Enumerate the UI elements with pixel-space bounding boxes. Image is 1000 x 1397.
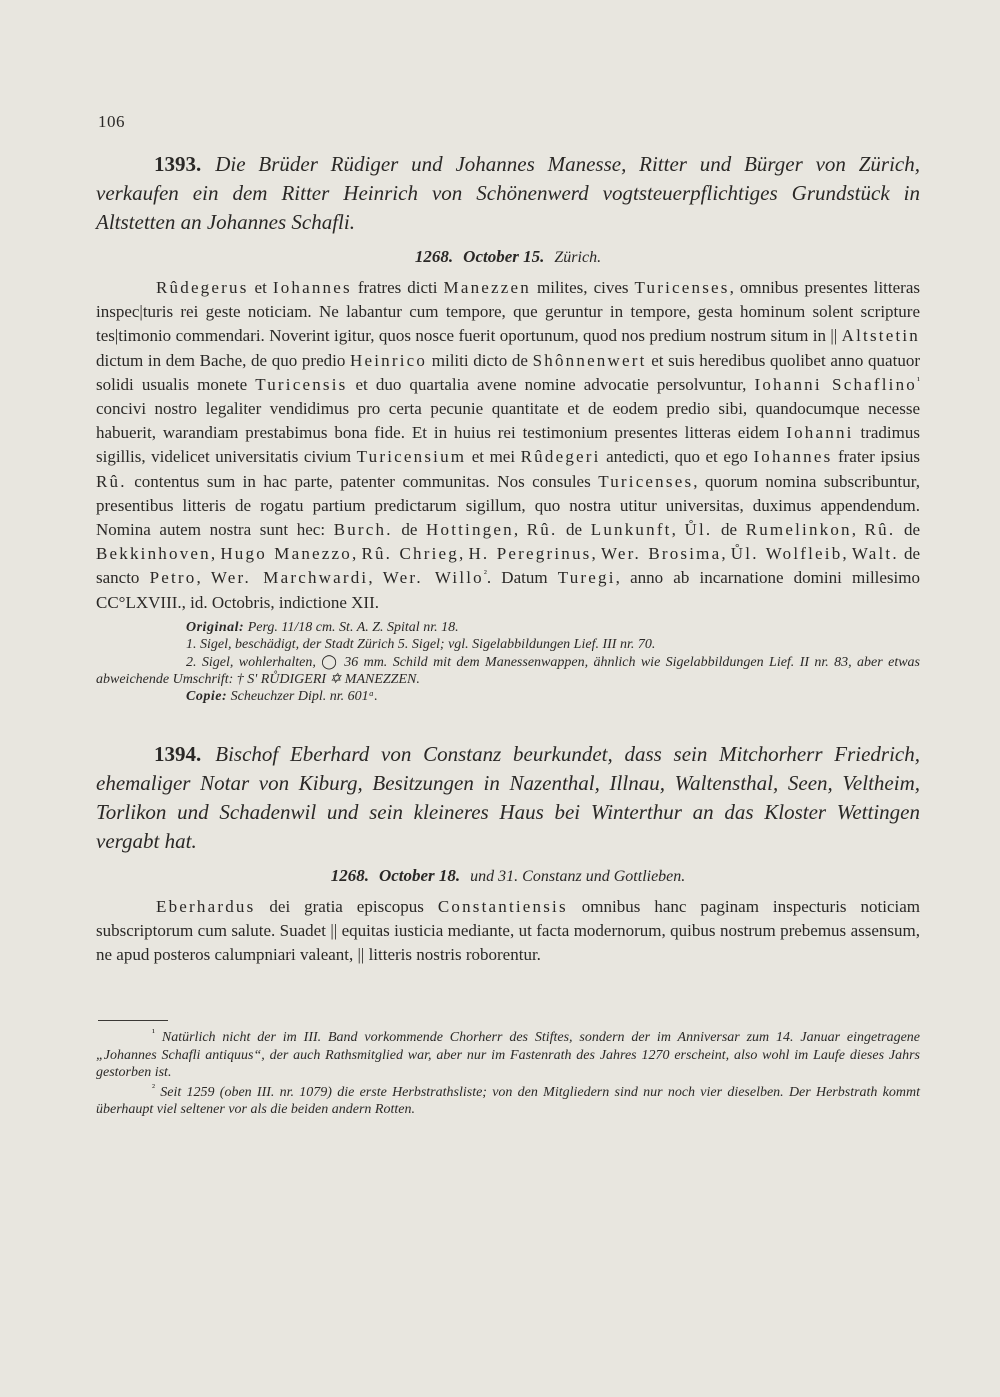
spaced-name: Iohannes: [272, 278, 352, 297]
text-run: et: [248, 278, 273, 297]
text-run: , anno ab incarnatione domini millesimo CC°LXVIII., id. Octobris, indictione XII.: [96, 568, 920, 612]
note-seal-1: 1. Sigel, beschädigt, der Stadt Zürich 5. Sigel; vgl. Sigelabbildungen Lief. III nr. 70.: [186, 637, 656, 653]
footnote-marker: ¹: [917, 375, 920, 387]
text-run: dictum in dem Bache, de quo predio: [96, 350, 351, 370]
note-seal-2: 2. Sigel, wohlerhalten, ◯ 36 mm. Schild mit dem Manessenwappen, ähnlich wie Sigelabbildungen Lief. II nr. 83, aber etwas abweichende Umschrift: † S' RŮDIGERI ✡ MANEZZEN.: [96, 654, 920, 688]
spaced-name: Turicenses: [634, 278, 730, 297]
spaced-name: Wer. Brosima: [600, 544, 722, 564]
text-run: militi dicto de: [427, 350, 533, 370]
text-run: de: [895, 520, 921, 540]
text-run: , omnibus presentes litteras inspec|turis rei geste noticiam. Ne labantur cum tempore, que geruntur in tempore, gesta hominum solent scripture tes|timonio commendari. Noverint igitur, quos nosce fuerit oportunum, quod nos predium nostrum situm in ||: [96, 278, 920, 346]
text-run: frater ipsius: [832, 447, 920, 467]
text-run: ,: [513, 520, 527, 540]
spaced-name: Hugo Manezzo: [220, 544, 352, 564]
source-notes: [96, 619, 920, 706]
spaced-name: Manezzen: [443, 278, 531, 297]
spaced-name: Iohannes: [753, 447, 833, 467]
spaced-name: Turicensis: [255, 374, 348, 394]
spaced-name: Wer. Willo: [382, 568, 484, 588]
spaced-name: Turegi: [557, 568, 616, 588]
spaced-name: Turicenses: [598, 471, 694, 491]
text-run: ,: [591, 544, 601, 564]
text-run: milites, cives: [530, 278, 635, 297]
spaced-name: Hottingen: [426, 520, 514, 540]
footnote-rule: [98, 1020, 168, 1021]
date-month: October 18.: [378, 865, 461, 885]
spaced-name: Heinrico: [350, 350, 428, 370]
text-run: concivi nostro legaliter vendidimus pro certa pecunie quantitate et de eodem predio sibi, quandocumque necesse habuerit, warandiam prestabimus bona fide. Et in huius rei testimonium presentes litteras eidem: [96, 399, 920, 443]
spaced-name: Rû.: [96, 471, 127, 491]
spaced-name: Bekkinhoven: [96, 544, 211, 564]
spaced-name: Rû.: [526, 520, 558, 540]
text-run: contentus sum in hac parte, patenter communitas. Nos consules: [126, 471, 599, 491]
text-run: ,: [671, 520, 685, 540]
document-summary: Bischof Eberhard von Constanz beurkundet, dass sein Mitchorherr Friedrich, ehemaliger Notar von Kiburg, Besitzungen in Nazenthal, Illnau, Waltensthal, Seen, Veltheim, Torlikon und Schadenwil und sein kleineres Haus bei Winterthur an das Kloster Wettingen vergabt hat.: [96, 741, 920, 853]
text-run: et suis heredibus quolibet anno quatuor solidi usualis monete: [96, 350, 920, 394]
date-month: October 15.: [463, 247, 545, 266]
spaced-name: Petro: [149, 568, 197, 588]
spaced-name: Walt.: [851, 544, 899, 564]
document-1394: [96, 740, 920, 968]
text-run: tradimus sigillis, videlicet universitatis civium: [96, 423, 920, 467]
text-run: ,: [210, 544, 221, 564]
text-run: et duo quartalia avene nomine advocatie persolvuntur,: [347, 374, 755, 394]
footnote-marker: ²: [483, 568, 487, 580]
spaced-name: Constantiensis: [437, 896, 568, 916]
text-run: de sancto: [96, 544, 921, 588]
note-original: Original: Perg. 11/18 cm. St. A. Z. Spital nr. 18.: [186, 619, 459, 635]
spaced-name: Rû.: [864, 520, 896, 540]
spaced-name: Turicensium: [356, 447, 467, 467]
date-line: [96, 245, 920, 270]
date-place: Zürich.: [554, 249, 602, 266]
footnote-1: $^{^1}$ Natürlich nicht der im III. Band vorkommende Chorherr des Stiftes, sondern der im Anniversar zum 14. Januar eingetragene „Johannes Schafli antiquus“, der auch Rathsmitglied war, aber nur im Fastenrath des Jahres 1270 erscheint, also wohl im Laufe dieses Jahrs gestorben ist.: [96, 1027, 921, 1081]
date-year: 1268.: [330, 865, 369, 885]
document-summary: Die Brüder Rüdiger und Johannes Manesse, Ritter und Bürger von Zürich, verkaufen ein dem Ritter Heinrich von Schönenwerd vogtsteuerpflichtiges Grundstück in Altstetten an Johannes Schafli.: [96, 152, 920, 234]
text-run: ,: [368, 568, 383, 588]
text-run: dei gratia episcopus: [255, 896, 438, 916]
spaced-name: Ůl.: [684, 520, 713, 540]
spaced-name: Ůl. Wolfleib: [730, 544, 843, 564]
document-heading: [96, 740, 920, 856]
text-run: omnibus hanc paginam inspecturis noticiam subscriptorum cum salute. Suadet || equitas iusticia mediante, ut facta modernorum, quibus nostrum prebemus assensum, ne apud posteros calumpniari valeant, || litteris nostris roborentur.: [96, 896, 920, 965]
spaced-name: Shônnenwert: [532, 350, 647, 370]
text-run: de: [712, 520, 746, 540]
text-run: fratres dicti: [351, 278, 444, 297]
date-place: und 31. Constanz und Gottlieben.: [470, 867, 686, 885]
spaced-name: H. Peregrinus: [468, 544, 592, 564]
spaced-name: Iohanni Schaflino: [754, 374, 917, 394]
text-run: ,: [851, 520, 865, 540]
spaced-name: Rumelinkon: [745, 520, 852, 540]
text-run: de: [557, 520, 591, 540]
spaced-name: Iohanni: [786, 423, 854, 443]
document-number: 1393.: [154, 152, 202, 176]
document-1393: [96, 150, 920, 706]
charter-text: [96, 895, 920, 968]
spaced-name: Wer. Marchwardi: [210, 568, 369, 588]
document-number: 1394.: [154, 741, 202, 766]
text-run: ,: [351, 544, 362, 564]
document-heading: [96, 150, 920, 237]
text-run: ,: [842, 544, 852, 564]
text-run: antedicti, quo et ego: [600, 447, 754, 467]
spaced-name: Rû. Chrieg: [361, 544, 459, 564]
spaced-name: Rûdegeri: [520, 447, 601, 467]
charter-text: [96, 276, 920, 615]
spaced-name: Lunkunft: [590, 520, 672, 540]
text-run: de: [392, 520, 427, 540]
spaced-name: Rûdegerus: [156, 278, 249, 297]
note-copy: Copie: Scheuchzer Dipl. nr. 601ᵃ.: [186, 689, 378, 705]
footnotes: [96, 1020, 920, 1121]
page-content: [96, 150, 920, 967]
spaced-name: Altstetin: [841, 326, 920, 346]
text-run: ,: [196, 568, 211, 588]
date-year: 1268.: [414, 247, 454, 266]
text-run: , quorum nomina subscribuntur, presentibus litteris de rogatu partium predictarum sigillum, quo nostra utitur universitas, duximus appendendum. Nomina autem nostra sunt hec:: [96, 471, 920, 540]
text-run: ,: [721, 544, 731, 564]
page-number: 106: [98, 112, 125, 131]
text-run: ,: [459, 544, 469, 564]
spaced-name: Burch.: [333, 520, 393, 540]
date-line: [96, 864, 920, 889]
text-run: et mei: [466, 447, 521, 467]
footnote-2: $^{^2}$ Seit 1259 (oben III. nr. 1079) die erste Herbstrathsliste; von den Mitgliedern sind nur noch vier dieselben. Der Herbstrath kommt überhaupt viel seltener vor als die beiden andern Rotten.: [96, 1082, 921, 1118]
text-run: . Datum: [486, 568, 558, 588]
spaced-name: Eberhardus: [156, 896, 256, 916]
